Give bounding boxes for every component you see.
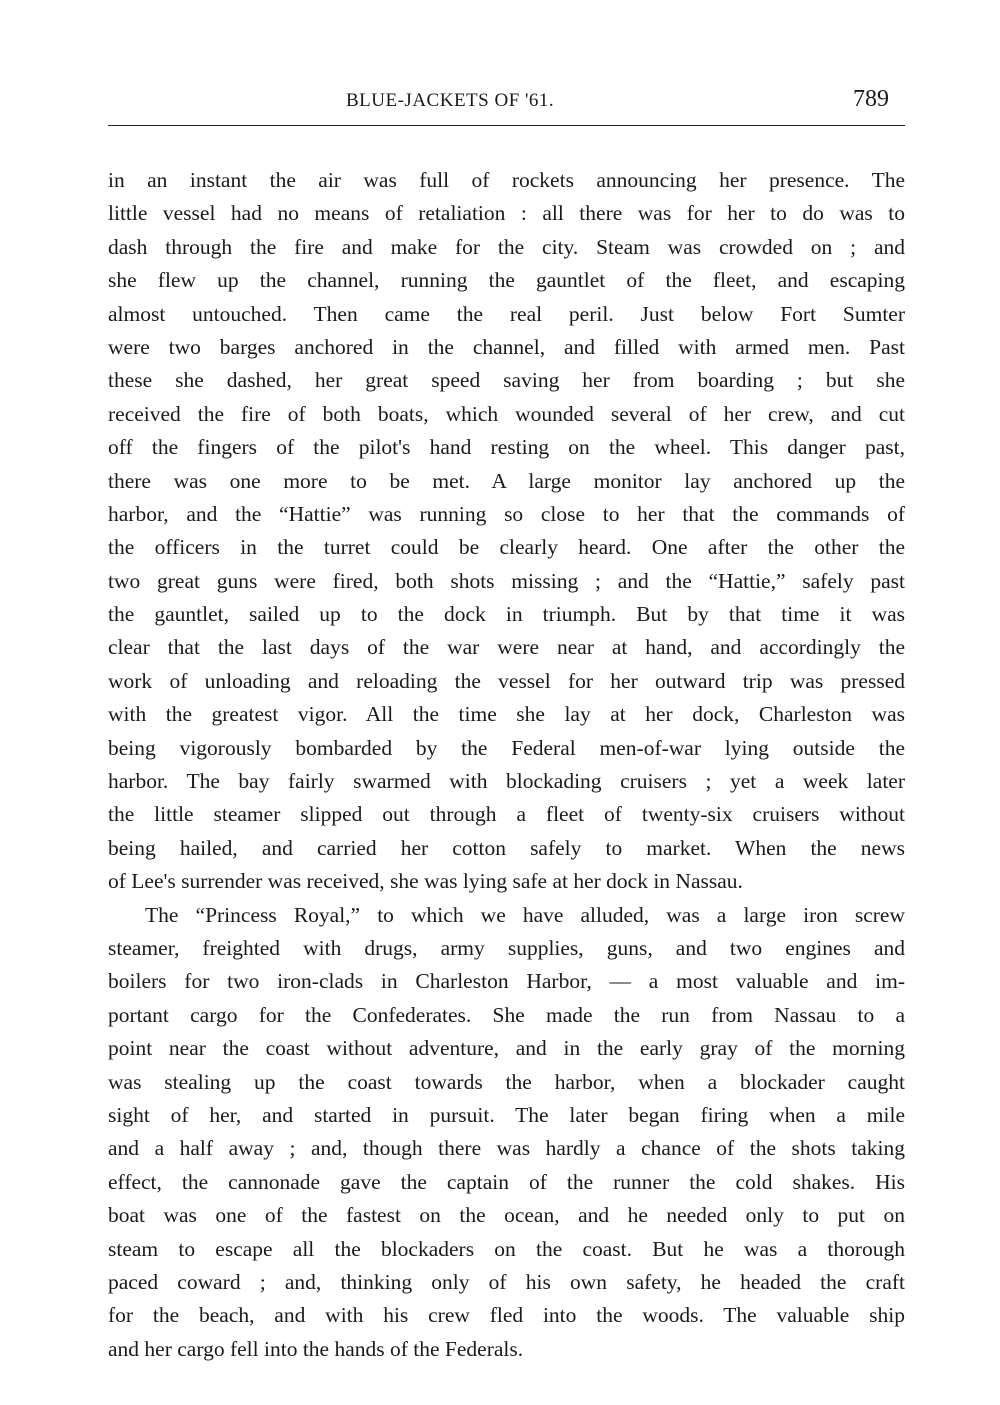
text-line: she flew up the channel, running the gauntlet of the fleet, and escaping [108,268,905,293]
text-line: were two barges anchored in the channel, and filled with armed men. Past [108,334,905,359]
text-line: point near the coast without adventure, and in the early gray of the morning [108,1036,905,1061]
text-line: boilers for two iron-clads in Charleston Harbor, — a most valuable and im- [108,969,905,994]
text-line: the little steamer slipped out through a fleet of twenty-six cruisers without [108,802,905,827]
text-line: with the greatest vigor. All the time she lay at her dock, Charleston was [108,702,905,727]
text-line: the gauntlet, sailed up to the dock in triumph. But by that time it was [108,602,905,627]
text-line: harbor, and the “Hattie” was running so close to her that the commands of [108,501,905,526]
text-line: dash through the fire and make for the city. Steam was crowded on ; and [108,234,905,259]
text-line: work of unloading and reloading the vessel for her outward trip was pressed [108,668,905,693]
text-line: off the fingers of the pilot's hand resting on the wheel. This danger past, [108,435,905,460]
text-line: clear that the last days of the war were near at hand, and accordingly the [108,635,905,660]
text-line: The “Princess Royal,” to which we have alluded, was a large iron screw [145,902,905,927]
text-line: steamer, freighted with drugs, army supplies, guns, and two engines and [108,935,905,960]
text-line: two great guns were fired, both shots missing ; and the “Hattie,” safely past [108,568,905,593]
text-line: harbor. The bay fairly swarmed with blockading cruisers ; yet a week later [108,769,905,794]
text-line: little vessel had no means of retaliation : all there was for her to do was to [108,201,905,226]
page-number: 789 [853,86,889,112]
running-head [0,86,1000,116]
text-line: paced coward ; and, thinking only of his own safety, he headed the craft [108,1269,905,1294]
text-line: of Lee's surrender was received, she was lying safe at her dock in Nassau. [108,869,743,894]
running-head-title: BLUE-JACKETS OF '61. [346,90,555,111]
text-line: sight of her, and started in pursuit. The later began firing when a mile [108,1102,905,1127]
text-line: and her cargo fell into the hands of the Federals. [108,1336,524,1361]
text-line: steam to escape all the blockaders on the coast. But he was a thorough [108,1236,905,1261]
text-line: being vigorously bombarded by the Federal men-of-war lying outside the [108,735,905,760]
text-line: being hailed, and carried her cotton safely to market. When the news [108,835,905,860]
text-line: boat was one of the fastest on the ocean, and he needed only to put on [108,1203,905,1228]
text-line: for the beach, and with his crew fled into the woods. The valuable ship [108,1303,905,1328]
text-line: effect, the cannonade gave the captain of the runner the cold shakes. His [108,1169,905,1194]
text-line: and a half away ; and, though there was hardly a chance of the shots taking [108,1136,905,1161]
text-line: portant cargo for the Confederates. She made the run from Nassau to a [108,1002,905,1027]
text-line: was stealing up the coast towards the harbor, when a blockader caught [108,1069,905,1094]
text-line: received the fire of both boats, which wounded several of her crew, and cut [108,401,905,426]
text-line: these she dashed, her great speed saving her from boarding ; but she [108,368,905,393]
text-line: there was one more to be met. A large monitor lay anchored up the [108,468,905,493]
header-rule [108,125,905,126]
text-line: almost untouched. Then came the real peril. Just below Fort Sumter [108,301,905,326]
body-text [108,164,905,1366]
text-line: the officers in the turret could be clearly heard. One after the other the [108,535,905,560]
text-line: in an instant the air was full of rockets announcing her presence. The [108,168,905,192]
